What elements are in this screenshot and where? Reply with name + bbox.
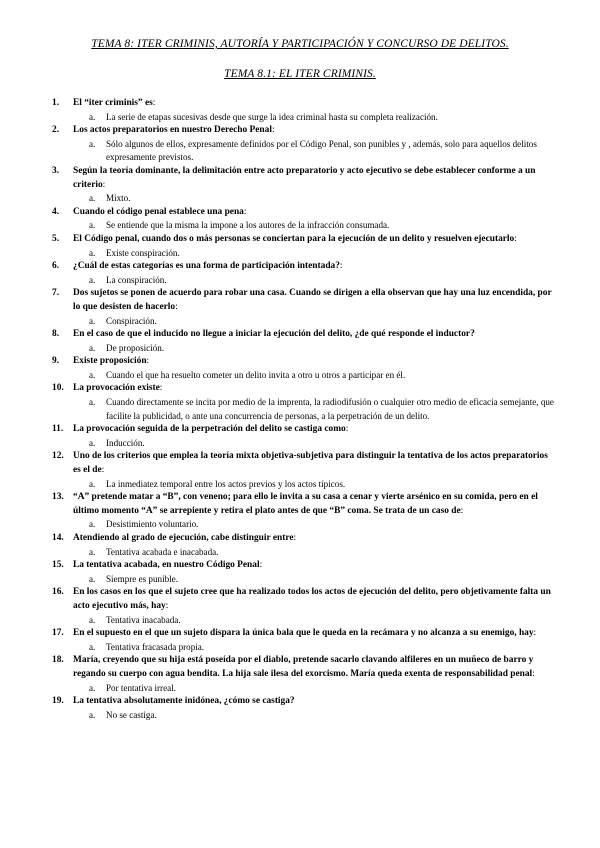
question-number: 18. [52,655,64,666]
question-number: 9. [52,356,60,367]
answer-row [0,641,600,655]
answer-text: Cuando directamente se incita por medio de la imprenta, la radiodifusión o cualquier otro medio de eficacia semejante, que facilite la publicidad, o ante una concurrencia de personas, a la perpetración de un delito. [106,397,554,421]
answer-letter: a. [89,369,96,380]
question-item [0,491,600,532]
question-number: 16. [52,587,64,598]
question-punctuation: : [293,533,297,543]
question-item [0,695,600,722]
answer-letter: a. [89,573,96,584]
question-item [0,382,600,423]
question-statement: María, creyendo que su hija está poseída por el diablo, pretende sacarlo clavando alfileres en un muñeco de barro y regando su cuerpo con agua bendita. La hija sale ilesa del exorcismo. María queda exenta de responsabilidad penal [73,655,534,679]
question-item [0,423,600,450]
question-punctuation: : [175,301,178,312]
question-punctuation: : [339,261,343,272]
question-text [73,328,556,342]
question-punctuation: : [243,206,247,217]
question-punctuation: : [102,179,106,190]
answer-letter: a. [89,682,96,693]
question-number: 8. [52,329,60,340]
answer-letter: a. [89,138,96,149]
answer-letter: a. [89,614,96,625]
question-row [0,287,600,314]
answer-text: Por tentativa irreal. [106,682,176,693]
question-row [0,382,600,396]
answer-row [0,518,600,532]
answer-row [0,478,600,492]
question-number: 5. [52,233,60,244]
section-title: TEMA 8.1: EL ITER CRIMINIS. [224,68,376,80]
question-statement: Los actos preparatorios en nuestro Derecho Penal [73,125,272,136]
question-row [0,532,600,546]
question-punctuation: : [159,383,163,394]
question-number: 3. [52,165,60,176]
answer-text: Desistimiento voluntario. [106,519,199,530]
question-item [0,627,600,654]
answer-letter: a. [89,315,96,326]
question-text [73,97,556,111]
question-text [73,586,556,613]
question-item [0,654,600,695]
question-list [0,97,600,722]
question-punctuation: : [259,560,263,571]
question-item [0,586,600,627]
question-statement: En los casos en los que el sujeto cree que ha realizado todos los actos de ejecución del delito, pero objetivamente falta un acto ejecutivo más, hay [73,587,551,611]
question-row [0,586,600,613]
answer-row [0,369,600,383]
answer-text: La serie de etapas sucesivas desde que surge la idea criminal hasta su completa realización. [106,111,438,122]
question-item [0,355,600,382]
answer-letter: a. [89,641,96,652]
question-item [0,97,600,124]
question-text [73,165,556,192]
question-statement: Existe proposición [73,356,147,367]
question-item [0,559,600,586]
answer-row [0,573,600,587]
answer-row [0,709,600,723]
question-number: 7. [52,288,60,299]
answer-text: Siempre es punible. [106,573,178,584]
answer-row [0,342,600,356]
answer-text: Tentativa inacabada. [106,614,181,625]
answer-row [0,682,600,696]
question-text [73,124,556,138]
question-number: 14. [52,533,64,543]
answer-letter: a. [89,397,96,408]
question-punctuation: : [460,505,464,516]
question-row [0,328,600,342]
answer-text: Se entiende que la misma la impone a los autores de la infracción consumada. [106,220,390,231]
question-punctuation: : [152,98,156,108]
question-item [0,165,600,206]
question-text [73,695,556,709]
answer-text: La conspiración. [106,274,167,285]
question-statement: “A” pretende matar a “B”, con veneno; para ello le invita a su casa a cenar y vierte arsénico en su comida, pero en el último momento “A” se arrepiente y retira el plato antes de que “B” coma. Se trata de un caso de [73,492,538,516]
answer-letter: a. [89,247,96,258]
answer-row [0,546,600,560]
question-text [73,559,556,573]
question-statement: Uno de los criterios que emplea la teoría mixta objetiva-subjetiva para distinguir la tentativa de los actos preparatorios es el de [73,451,548,476]
question-text [73,654,556,681]
question-number: 2. [52,125,60,136]
question-text [73,532,556,546]
question-text [73,287,556,314]
question-row [0,654,600,681]
question-statement: La tentativa absolutamente inidónea, ¿cómo se castiga? [73,696,295,707]
question-row [0,559,600,573]
document-title: TEMA 8: ITER CRIMINIS, AUTORÍA Y PARTICIPACIÓN Y CONCURSO DE DELITOS. [91,38,509,50]
question-row [0,423,600,437]
question-punctuation: : [532,668,535,679]
question-number: 17. [52,628,64,639]
answer-row [0,396,600,423]
question-statement: ¿Cuál de estas categorías es una forma de participación intentada? [73,261,340,272]
question-row [0,627,600,641]
answer-text: Tentativa acabada e inacabada. [106,546,219,557]
question-text [73,260,556,274]
answer-text: De proposición. [106,342,165,353]
question-row [0,491,600,518]
question-item [0,206,600,233]
question-row [0,97,600,111]
question-punctuation: : [533,628,537,639]
answer-row [0,219,600,233]
answer-row [0,192,600,206]
question-row [0,165,600,192]
question-statement: En el caso de que el inducido no llegue a iniciar la ejecución del delito, ¿de qué responde el inductor? [73,329,475,340]
question-row [0,233,600,247]
question-text [73,450,556,477]
question-text [73,206,556,220]
answer-row [0,111,600,125]
answer-letter: a. [89,437,96,448]
question-item [0,287,600,328]
question-item [0,450,600,491]
answer-row [0,274,600,288]
question-item [0,124,600,165]
question-number: 6. [52,261,60,272]
answer-text: Existe conspiración. [106,247,180,258]
question-text [73,382,556,396]
answer-letter: a. [89,274,96,285]
answer-row [0,247,600,261]
question-item [0,532,600,559]
question-statement: La tentativa acabada, en nuestro Código Penal [73,560,260,571]
question-item [0,328,600,355]
question-number: 15. [52,560,64,571]
question-row [0,206,600,220]
answer-letter: a. [89,519,96,530]
question-statement: La provocación existe [73,383,160,394]
question-row [0,450,600,477]
question-punctuation: : [271,125,275,136]
question-item [0,233,600,260]
question-row [0,260,600,274]
question-number: 4. [52,206,60,217]
question-text [73,491,556,518]
answer-text: Sólo algunos de ellos, expresamente definidos por el Código Penal, son punibles y , además, solo para aquellos delitos expresamente previstos. [106,138,537,163]
answer-letter: a. [89,478,96,489]
question-text [73,233,556,247]
question-text [73,423,556,437]
answer-text: Mixto. [106,193,131,204]
answer-text: La inmediatez temporal entre los actos previos y los actos típicos. [106,478,346,489]
question-punctuation: : [165,600,169,611]
question-statement: Dos sujetos se ponen de acuerdo para robar una casa. Cuando se dirigen a ella observan que hay una luz encendida, por lo que desisten de hacerlo [73,288,552,312]
question-statement: El Código penal, cuando dos o más personas se conciertan para la ejecución de un delito y resuelven ejecutarlo [73,233,515,244]
question-row [0,355,600,369]
question-statement: Atendiendo al grado de ejecución, cabe distinguir entre [73,533,294,543]
question-statement: Según la teoría dominante, la delimitación entre acto preparatorio y acto ejecutivo se debe establecer conforme a un criterio [73,165,536,190]
answer-text: Cuando el que ha resuelto cometer un delito invita a otro u otros a participar en él. [106,369,406,380]
question-number: 10. [52,383,64,394]
question-item [0,260,600,287]
question-statement: Cuando el código penal establece una pena [73,206,244,217]
question-row [0,695,600,709]
question-statement: El “iter criminis” es [73,98,153,108]
question-text [73,627,556,641]
question-punctuation: : [101,465,105,476]
question-number: 12. [52,451,64,462]
question-statement: En el supuesto en el que un sujeto dispara la única bala que le queda en la recámara y no alcanza a su enemigo, hay [73,628,534,639]
question-text [73,355,556,369]
question-number: 19. [52,696,64,707]
answer-letter: a. [89,546,96,557]
question-punctuation: : [146,356,150,367]
answer-row [0,315,600,329]
answer-row [0,614,600,628]
question-punctuation: : [514,233,517,244]
answer-letter: a. [89,220,96,231]
answer-text: Conspiración. [106,315,157,326]
answer-text: No se castiga. [106,709,157,720]
answer-letter: a. [89,709,96,720]
answer-text: Inducción. [106,437,145,448]
answer-row [0,138,600,165]
question-row [0,124,600,138]
question-punctuation: : [345,424,349,435]
answer-text: Tentativa fracasada propia. [106,641,205,652]
question-number: 1. [52,98,60,108]
question-number: 13. [52,492,64,503]
answer-letter: a. [89,111,96,122]
answer-row [0,437,600,451]
question-number: 11. [52,424,64,435]
question-statement: La provocación seguida de la perpetración del delito se castiga como [73,424,346,435]
answer-letter: a. [89,193,96,204]
answer-letter: a. [89,342,96,353]
